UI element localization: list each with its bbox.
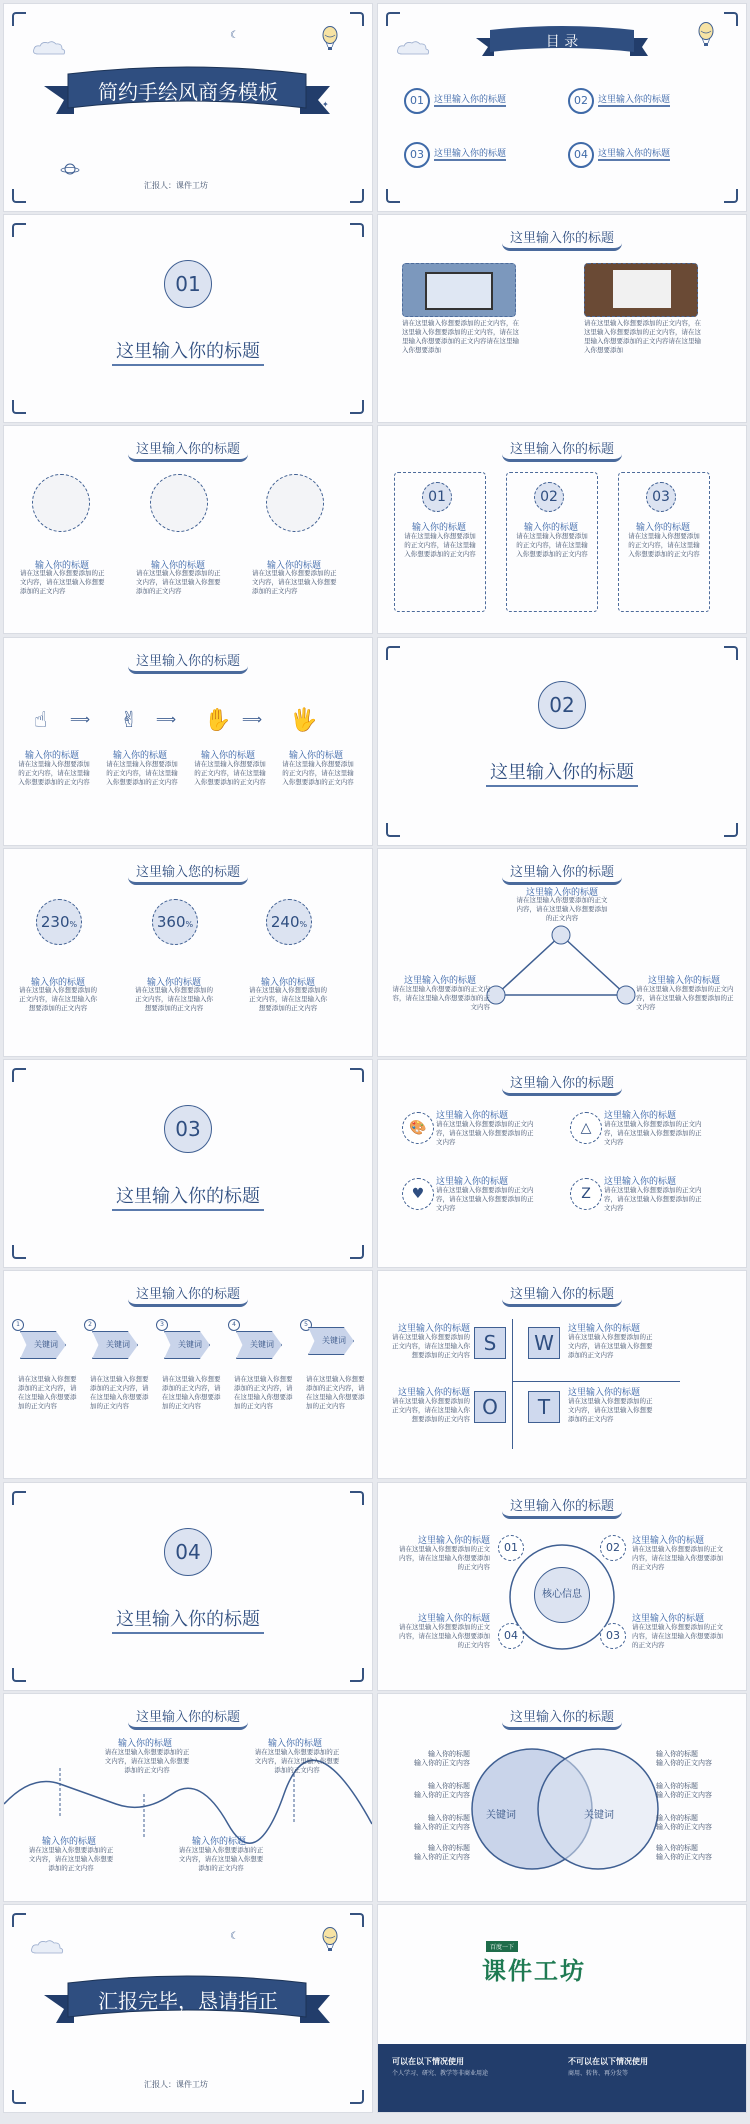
corner-decoration bbox=[386, 189, 400, 203]
step-number: 4 bbox=[228, 1319, 240, 1331]
palette-icon: 🎨 bbox=[402, 1112, 434, 1144]
box-number: 03 bbox=[646, 482, 676, 512]
sleep-icon: Z bbox=[570, 1178, 602, 1210]
corner-decoration bbox=[12, 1913, 26, 1927]
toc-item-4[interactable]: 这里输入你的标题 bbox=[598, 146, 670, 161]
step-text: 请在这里输入你想要添加的正文内容，请在这里输入你想要添加的正文内容 bbox=[106, 760, 178, 786]
swot-heading: 这里输入你的标题 bbox=[397, 1324, 470, 1334]
corner-decoration bbox=[724, 12, 738, 26]
keyword-label: 关键词 bbox=[178, 1340, 202, 1349]
slide-photos[interactable] bbox=[378, 215, 746, 422]
desk-photo bbox=[584, 263, 698, 317]
toc-number-3: 03 bbox=[404, 142, 430, 168]
corner-decoration bbox=[724, 823, 738, 837]
swot-divider bbox=[512, 1381, 680, 1382]
slide-team[interactable] bbox=[4, 426, 372, 633]
section-number: 01 bbox=[164, 260, 212, 308]
corner-decoration bbox=[12, 2090, 26, 2104]
venn-right-label: 关键词 bbox=[584, 1810, 614, 1821]
corner-decoration bbox=[350, 400, 364, 414]
ending-reporter: 汇报人：课件工坊 bbox=[144, 2080, 208, 2089]
can-use-title: 可以在以下情况使用 bbox=[392, 2057, 464, 2066]
slide-swot[interactable] bbox=[378, 1271, 746, 1478]
corner-decoration bbox=[350, 12, 364, 26]
slide-title: 这里输入你的标题 bbox=[378, 227, 746, 251]
keyword-label: 关键词 bbox=[34, 1340, 58, 1349]
slide-title: 这里输入你的标题 bbox=[378, 1495, 746, 1519]
feature-text: 请在这里输入你想要添加的正文内容，请在这里输入你想要添加的正文内容 bbox=[436, 1186, 534, 1212]
corner-decoration bbox=[12, 189, 26, 203]
hand-icon: ☝ bbox=[34, 708, 48, 733]
toc-number-4: 04 bbox=[568, 142, 594, 168]
venn-item: 输入你的标题 输入你的正文内容 bbox=[656, 1844, 712, 1861]
swot-s: S bbox=[474, 1327, 506, 1359]
stat-heading: 输入你的标题 bbox=[30, 978, 85, 988]
corner-decoration bbox=[386, 12, 400, 26]
step-heading: 输入你的标题 bbox=[112, 751, 167, 761]
swot-text: 请在这里输入你想要添加的正文内容，请在这里输入你想要添加的正文内容 bbox=[392, 1333, 470, 1359]
slide-ending[interactable] bbox=[4, 1905, 372, 2112]
member-heading: 输入你的标题 bbox=[266, 561, 321, 571]
wave-text: 请在这里输入你想要添加的正文内容，请在这里输入你想要添加的正文内容 bbox=[254, 1748, 340, 1774]
step-number: 3 bbox=[156, 1319, 168, 1331]
core-label: 核心信息 bbox=[534, 1567, 590, 1623]
brand-name: 课件工坊 bbox=[482, 1957, 586, 1985]
feature-text: 请在这里输入你想要添加的正文内容，请在这里输入你想要添加的正文内容 bbox=[436, 1120, 534, 1146]
corner-decoration bbox=[386, 646, 400, 660]
cover-reporter: 汇报人：课件工坊 bbox=[144, 181, 208, 190]
cycle-diagram bbox=[486, 925, 636, 1005]
slide-three-boxes[interactable] bbox=[378, 426, 746, 633]
step-text: 请在这里输入你想要添加的正文内容，请在这里输入你想要添加的正文内容 bbox=[90, 1375, 149, 1410]
section-title: 这里输入你的标题 bbox=[4, 337, 372, 363]
core-number: 03 bbox=[600, 1623, 626, 1649]
slide-title: 这里输入你的标题 bbox=[4, 650, 372, 674]
venn-item: 输入你的标题 输入你的正文内容 bbox=[656, 1750, 712, 1767]
venn-left-label: 关键词 bbox=[486, 1810, 516, 1821]
member-heading: 输入你的标题 bbox=[150, 561, 205, 571]
venn-item: 输入你的标题 输入你的正文内容 bbox=[414, 1750, 470, 1767]
box-text: 请在这里输入你想要添加的正文内容，请在这里输入你想要添加的正文内容 bbox=[628, 532, 700, 558]
cycle-text-left: 请在这里输入你想要添加的正文内容，请在这里输入你想要添加的正文内容 bbox=[392, 985, 490, 1011]
corner-decoration bbox=[350, 189, 364, 203]
arrow-right-icon: ⟹ bbox=[70, 712, 91, 728]
keyword-label: 关键词 bbox=[322, 1336, 346, 1345]
toc-item-1[interactable]: 这里输入你的标题 bbox=[434, 92, 506, 107]
wave-text: 请在这里输入你想要添加的正文内容，请在这里输入你想要添加的正文内容 bbox=[178, 1846, 264, 1872]
corner-decoration bbox=[350, 1068, 364, 1082]
avatar bbox=[32, 474, 90, 532]
balloon-icon bbox=[322, 1927, 338, 1952]
slide-title: 这里输入你的标题 bbox=[378, 1072, 746, 1096]
slide-cycle[interactable] bbox=[378, 849, 746, 1056]
photo-text-2: 请在这里输入你想要添加的正文内容，在这里输入你想要添加的正文内容，请在这里输入你想要添加的正文内容请在这里输入你想要添加 bbox=[584, 319, 701, 354]
toc-title: 目 录 bbox=[545, 34, 579, 50]
keyword-label: 关键词 bbox=[106, 1340, 130, 1349]
slide-title: 这里输入你的标题 bbox=[378, 438, 746, 462]
corner-decoration bbox=[12, 400, 26, 414]
corner-decoration bbox=[12, 223, 26, 237]
brand-footer bbox=[378, 2044, 746, 2112]
toc-item-2[interactable]: 这里输入你的标题 bbox=[598, 92, 670, 107]
toc-item-3[interactable]: 这里输入你的标题 bbox=[434, 146, 506, 161]
hand-icon: 🖐 bbox=[290, 708, 318, 733]
corner-decoration bbox=[12, 1068, 26, 1082]
slide-hand-steps[interactable] bbox=[4, 638, 372, 845]
wave-heading: 输入你的标题 bbox=[191, 1837, 246, 1847]
swot-heading: 这里输入你的标题 bbox=[397, 1388, 470, 1398]
slide-venn[interactable] bbox=[378, 1694, 746, 1901]
arrow-right-icon: ⟹ bbox=[242, 712, 263, 728]
section-number: 04 bbox=[164, 1528, 212, 1576]
venn-item: 输入你的标题 输入你的正文内容 bbox=[656, 1814, 712, 1831]
step-number: 5 bbox=[300, 1319, 312, 1331]
box-heading: 输入你的标题 bbox=[523, 523, 578, 533]
stat-value: 360% bbox=[152, 899, 198, 945]
step-text: 请在这里输入你想要添加的正文内容，请在这里输入你想要添加的正文内容 bbox=[162, 1375, 221, 1410]
slide-core-info[interactable] bbox=[378, 1483, 746, 1690]
section-number: 02 bbox=[538, 681, 586, 729]
arrow-right-icon: ⟹ bbox=[156, 712, 177, 728]
swot-w: W bbox=[528, 1327, 560, 1359]
core-text: 请在这里输入你想要添加的正文内容，请在这里输入你想要添加的正文内容 bbox=[632, 1545, 723, 1571]
swot-heading: 这里输入你的标题 bbox=[568, 1388, 641, 1398]
avatar bbox=[266, 474, 324, 532]
corner-decoration bbox=[12, 12, 26, 26]
slide-title: 这里输入你的标题 bbox=[378, 861, 746, 885]
core-text: 请在这里输入你想要添加的正文内容，请在这里输入你想要添加的正文内容 bbox=[632, 1623, 723, 1649]
corner-decoration bbox=[350, 223, 364, 237]
hand-icon: ✌ bbox=[120, 708, 139, 733]
core-heading: 这里输入你的标题 bbox=[632, 1536, 705, 1546]
feature-heading: 这里输入你的标题 bbox=[604, 1111, 677, 1121]
slide-title: 这里输入你的标题 bbox=[4, 1283, 372, 1307]
swot-text: 请在这里输入你想要添加的正文内容，请在这里输入你想要添加的正文内容 bbox=[568, 1397, 653, 1423]
member-text: 请在这里输入你想要添加的正文内容，请在这里输入你想要添加的正文内容 bbox=[20, 569, 105, 595]
moon-icon: ☾ bbox=[230, 30, 239, 41]
step-heading: 输入你的标题 bbox=[24, 751, 79, 761]
cloud-icon bbox=[32, 40, 68, 58]
swot-text: 请在这里输入你想要添加的正文内容，请在这里输入你想要添加的正文内容 bbox=[392, 1397, 470, 1423]
corner-decoration bbox=[350, 2090, 364, 2104]
slide-title: 这里输入你的标题 bbox=[378, 1283, 746, 1307]
stat-heading: 输入你的标题 bbox=[260, 978, 315, 988]
shapes-icon: △ bbox=[570, 1112, 602, 1144]
photo-text-1: 请在这里输入你想要添加的正文内容，在这里输入你想要添加的正文内容，请在这里输入你想要添加的正文内容请在这里输入你想要添加 bbox=[402, 319, 519, 354]
venn-item: 输入你的标题 输入你的正文内容 bbox=[414, 1844, 470, 1861]
toc-number-2: 02 bbox=[568, 88, 594, 114]
brand-tag: 百度一下 bbox=[486, 1941, 518, 1952]
step-number: 1 bbox=[12, 1319, 24, 1331]
wave-text: 请在这里输入你想要添加的正文内容，请在这里输入你想要添加的正文内容 bbox=[104, 1748, 190, 1774]
planet-icon bbox=[60, 162, 80, 176]
cloud-icon bbox=[30, 1939, 66, 1957]
venn-item: 输入你的标题 输入你的正文内容 bbox=[414, 1814, 470, 1831]
step-text: 请在这里输入你想要添加的正文内容，请在这里输入你想要添加的正文内容 bbox=[282, 760, 354, 786]
corner-decoration bbox=[350, 1913, 364, 1927]
cycle-heading-right: 这里输入你的标题 bbox=[647, 976, 720, 986]
moon-icon: ☾ bbox=[230, 1931, 239, 1942]
feature-text: 请在这里输入你想要添加的正文内容，请在这里输入你想要添加的正文内容 bbox=[604, 1120, 702, 1146]
swot-text: 请在这里输入你想要添加的正文内容，请在这里输入你想要添加的正文内容 bbox=[568, 1333, 653, 1359]
slide-section-02[interactable] bbox=[378, 638, 746, 845]
cycle-text-top: 请在这里输入你想要添加的正文内容，请在这里输入你想要添加的正文内容 bbox=[516, 896, 608, 922]
slide-brand[interactable] bbox=[378, 1905, 746, 2112]
corner-decoration bbox=[724, 189, 738, 203]
core-heading: 这里输入你的标题 bbox=[417, 1614, 490, 1624]
corner-decoration bbox=[386, 823, 400, 837]
corner-decoration bbox=[12, 1491, 26, 1505]
cycle-text-right: 请在这里输入你想要添加的正文内容，请在这里输入你想要添加的正文内容 bbox=[636, 985, 734, 1011]
box-number: 01 bbox=[422, 482, 452, 512]
slide-stats[interactable] bbox=[4, 849, 372, 1056]
box-number: 02 bbox=[534, 482, 564, 512]
slide-section-01[interactable] bbox=[4, 215, 372, 422]
stat-text: 请在这里输入你想要添加的正文内容，请在这里输入你想要添加的正文内容 bbox=[249, 986, 327, 1012]
box-heading: 输入你的标题 bbox=[635, 523, 690, 533]
core-number: 02 bbox=[600, 1535, 626, 1561]
box-text: 请在这里输入你想要添加的正文内容，请在这里输入你想要添加的正文内容 bbox=[404, 532, 476, 558]
avatar bbox=[150, 474, 208, 532]
slide-title: 这里输入您的标题 bbox=[4, 861, 372, 885]
step-text: 请在这里输入你想要添加的正文内容，请在这里输入你想要添加的正文内容 bbox=[194, 760, 266, 786]
swot-o: O bbox=[474, 1391, 506, 1423]
laptop-photo bbox=[402, 263, 516, 317]
core-number: 04 bbox=[498, 1623, 524, 1649]
corner-decoration bbox=[12, 1245, 26, 1259]
step-text: 请在这里输入你想要添加的正文内容，请在这里输入你想要添加的正文内容 bbox=[18, 1375, 77, 1410]
heart-icon: ♥ bbox=[402, 1178, 434, 1210]
member-text: 请在这里输入你想要添加的正文内容，请在这里输入你想要添加的正文内容 bbox=[136, 569, 221, 595]
venn-item: 输入你的标题 输入你的正文内容 bbox=[656, 1782, 712, 1799]
cover-title: 简约手绘风商务模板 bbox=[98, 80, 278, 104]
keyword-label: 关键词 bbox=[250, 1340, 274, 1349]
venn-item: 输入你的标题 输入你的正文内容 bbox=[414, 1782, 470, 1799]
ending-title: 汇报完毕，恳请指正 bbox=[98, 1989, 278, 2013]
corner-decoration bbox=[12, 1668, 26, 1682]
wave-heading: 输入你的标题 bbox=[117, 1739, 172, 1749]
corner-decoration bbox=[724, 646, 738, 660]
feature-heading: 这里输入你的标题 bbox=[436, 1111, 509, 1121]
member-heading: 输入你的标题 bbox=[34, 561, 89, 571]
box-heading: 输入你的标题 bbox=[411, 523, 466, 533]
cannot-use-title: 不可以在以下情况使用 bbox=[568, 2057, 648, 2066]
step-text: 请在这里输入你想要添加的正文内容，请在这里输入你想要添加的正文内容 bbox=[306, 1375, 365, 1410]
feature-text: 请在这里输入你想要添加的正文内容，请在这里输入你想要添加的正文内容 bbox=[604, 1186, 702, 1212]
slide-section-04[interactable] bbox=[4, 1483, 372, 1690]
section-number: 03 bbox=[164, 1105, 212, 1153]
cannot-use-text: 商用、转售、再分发等 bbox=[568, 2070, 629, 2077]
corner-decoration bbox=[350, 1668, 364, 1682]
box-text: 请在这里输入你想要添加的正文内容，请在这里输入你想要添加的正文内容 bbox=[516, 532, 588, 558]
step-number: 2 bbox=[84, 1319, 96, 1331]
can-use-text: 个人学习、研究、教学等非商业用途 bbox=[392, 2070, 489, 2077]
corner-decoration bbox=[350, 1491, 364, 1505]
hand-icon: ✋ bbox=[204, 708, 232, 733]
wave-heading: 输入你的标题 bbox=[267, 1739, 322, 1749]
stat-heading: 输入你的标题 bbox=[146, 978, 201, 988]
step-heading: 输入你的标题 bbox=[288, 751, 343, 761]
swot-t: T bbox=[528, 1391, 560, 1423]
toc-number-1: 01 bbox=[404, 88, 430, 114]
wave-heading: 输入你的标题 bbox=[41, 1837, 96, 1847]
slide-wave[interactable] bbox=[4, 1694, 372, 1901]
slide-section-03[interactable] bbox=[4, 1060, 372, 1267]
cycle-heading-left: 这里输入你的标题 bbox=[403, 976, 476, 986]
core-number: 01 bbox=[498, 1535, 524, 1561]
slide-keyword-steps[interactable] bbox=[4, 1271, 372, 1478]
core-text: 请在这里输入你想要添加的正文内容，请在这里输入你想要添加的正文内容 bbox=[399, 1545, 490, 1571]
stat-text: 请在这里输入你想要添加的正文内容，请在这里输入你想要添加的正文内容 bbox=[135, 986, 213, 1012]
feature-heading: 这里输入你的标题 bbox=[436, 1177, 509, 1187]
step-heading: 输入你的标题 bbox=[200, 751, 255, 761]
section-title: 这里输入你的标题 bbox=[4, 1605, 372, 1631]
balloon-icon bbox=[322, 26, 338, 51]
swot-heading: 这里输入你的标题 bbox=[568, 1324, 641, 1334]
corner-decoration bbox=[350, 1245, 364, 1259]
core-heading: 这里输入你的标题 bbox=[632, 1614, 705, 1624]
slide-title: 这里输入你的标题 bbox=[4, 438, 372, 462]
stat-value: 240% bbox=[266, 899, 312, 945]
step-text: 请在这里输入你想要添加的正文内容，请在这里输入你想要添加的正文内容 bbox=[234, 1375, 293, 1410]
core-text: 请在这里输入你想要添加的正文内容，请在这里输入你想要添加的正文内容 bbox=[399, 1623, 490, 1649]
wave-text: 请在这里输入你想要添加的正文内容，请在这里输入你想要添加的正文内容 bbox=[28, 1846, 114, 1872]
slide-four-icons[interactable] bbox=[378, 1060, 746, 1267]
slide-toc[interactable] bbox=[378, 4, 746, 211]
member-text: 请在这里输入你想要添加的正文内容，请在这里输入你想要添加的正文内容 bbox=[252, 569, 337, 595]
slide-cover[interactable] bbox=[4, 4, 372, 211]
swot-divider bbox=[512, 1319, 513, 1449]
step-text: 请在这里输入你想要添加的正文内容，请在这里输入你想要添加的正文内容 bbox=[18, 760, 90, 786]
feature-heading: 这里输入你的标题 bbox=[604, 1177, 677, 1187]
stat-value: 230% bbox=[36, 899, 82, 945]
core-heading: 这里输入你的标题 bbox=[417, 1536, 490, 1546]
section-title: 这里输入你的标题 bbox=[4, 1182, 372, 1208]
section-title: 这里输入你的标题 bbox=[378, 758, 746, 784]
slide-title: 这里输入你的标题 bbox=[378, 1706, 746, 1730]
stat-text: 请在这里输入你想要添加的正文内容，请在这里输入你想要添加的正文内容 bbox=[19, 986, 97, 1012]
cycle-heading-top: 这里输入你的标题 bbox=[525, 888, 598, 898]
star-icon: ✦ bbox=[322, 100, 329, 109]
slide-title: 这里输入你的标题 bbox=[4, 1706, 372, 1730]
